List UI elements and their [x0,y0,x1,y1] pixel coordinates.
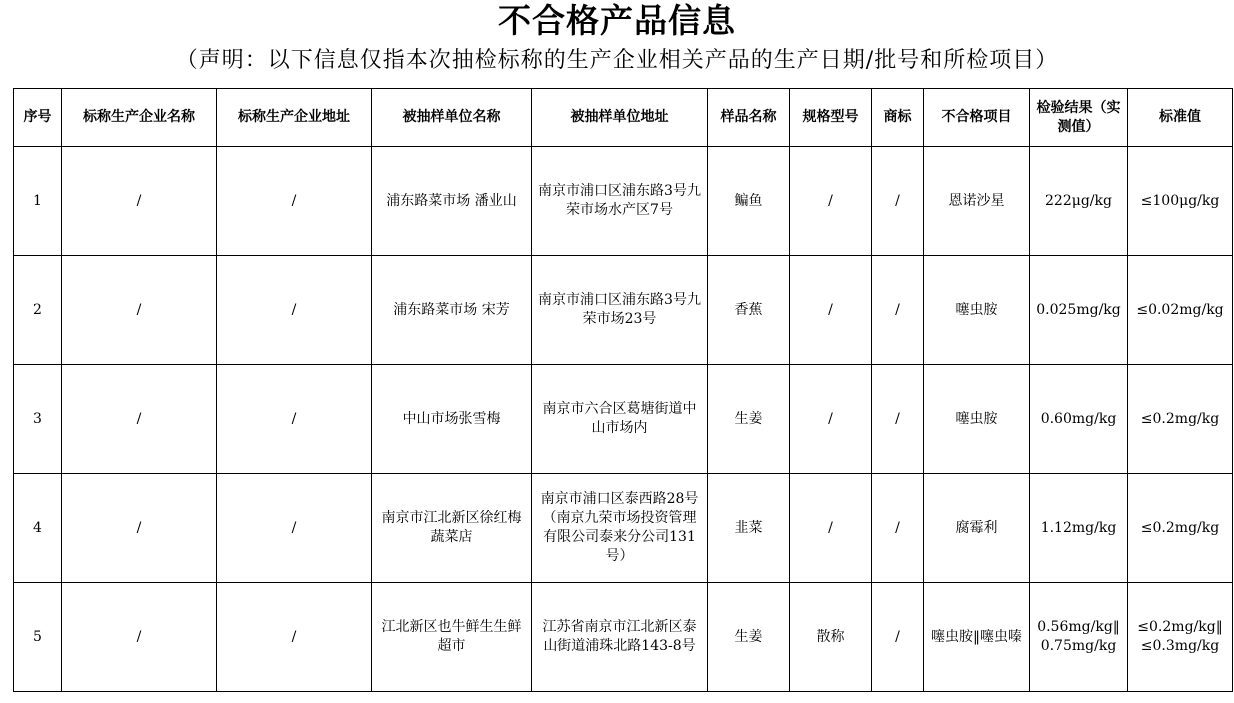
cell-serial-no: 3 [14,365,62,474]
table-header-row [14,89,1233,147]
header-standard-value: 标准值 [1128,89,1233,147]
cell-test-result: 222μg/kg [1030,147,1128,256]
cell-sampled-unit-address: 南京市六合区葛塘街道中山市场内 [532,365,708,474]
cell-manufacturer-address: / [217,256,372,365]
cell-trademark: / [872,256,924,365]
header-serial-no: 序号 [14,89,62,147]
cell-test-result: 1.12mg/kg [1030,474,1128,583]
cell-specification: / [790,474,872,583]
cell-manufacturer-name: / [62,256,217,365]
header-sampled-unit-name: 被抽样单位名称 [372,89,532,147]
cell-nonconforming-item: 噻虫胺‖噻虫嗪 [924,583,1030,692]
cell-nonconforming-item: 恩诺沙星 [924,147,1030,256]
cell-standard-value: ≤100μg/kg [1128,147,1233,256]
cell-test-result: 0.56mg/kg‖0.75mg/kg [1030,583,1128,692]
cell-manufacturer-address: / [217,365,372,474]
cell-sampled-unit-address: 南京市浦口区浦东路3号九荣市场水产区7号 [532,147,708,256]
cell-sampled-unit-name: 中山市场张雪梅 [372,365,532,474]
table-row [14,583,1233,692]
table-row [14,256,1233,365]
table-row [14,474,1233,583]
header-sampled-unit-address: 被抽样单位地址 [532,89,708,147]
header-specification: 规格型号 [790,89,872,147]
cell-specification: / [790,147,872,256]
cell-sampled-unit-name: 南京市江北新区徐红梅蔬菜店 [372,474,532,583]
cell-nonconforming-item: 噻虫胺 [924,256,1030,365]
header-trademark: 商标 [872,89,924,147]
cell-sample-name: 香蕉 [708,256,790,365]
cell-sampled-unit-address: 南京市浦口区泰西路28号（南京九荣市场投资管理有限公司泰来分公司131号） [532,474,708,583]
cell-sampled-unit-address: 南京市浦口区浦东路3号九荣市场23号 [532,256,708,365]
cell-sample-name: 韭菜 [708,474,790,583]
cell-sample-name: 鳊鱼 [708,147,790,256]
cell-standard-value: ≤0.2mg/kg‖≤0.3mg/kg [1128,583,1233,692]
header-manufacturer-address: 标称生产企业地址 [217,89,372,147]
cell-specification: 散称 [790,583,872,692]
cell-trademark: / [872,365,924,474]
cell-specification: / [790,365,872,474]
cell-trademark: / [872,474,924,583]
table-row [14,147,1233,256]
cell-manufacturer-address: / [217,147,372,256]
cell-trademark: / [872,583,924,692]
cell-serial-no: 1 [14,147,62,256]
cell-test-result: 0.025mg/kg [1030,256,1128,365]
page-title: 不合格产品信息 [498,1,736,40]
cell-sampled-unit-name: 浦东路菜市场 潘业山 [372,147,532,256]
cell-sample-name: 生姜 [708,365,790,474]
header-nonconforming-item: 不合格项目 [924,89,1030,147]
cell-sample-name: 生姜 [708,583,790,692]
cell-serial-no: 2 [14,256,62,365]
header-manufacturer-name: 标称生产企业名称 [62,89,217,147]
cell-sampled-unit-address: 江苏省南京市江北新区泰山街道浦珠北路143-8号 [532,583,708,692]
nonconforming-products-table [13,88,1233,692]
cell-standard-value: ≤0.02mg/kg [1128,256,1233,365]
cell-specification: / [790,256,872,365]
cell-manufacturer-name: / [62,147,217,256]
cell-nonconforming-item: 噻虫胺 [924,365,1030,474]
table-row [14,365,1233,474]
cell-standard-value: ≤0.2mg/kg [1128,474,1233,583]
cell-nonconforming-item: 腐霉利 [924,474,1030,583]
cell-trademark: / [872,147,924,256]
header-test-result: 检验结果（实测值） [1030,89,1128,147]
cell-test-result: 0.60mg/kg [1030,365,1128,474]
cell-manufacturer-name: / [62,583,217,692]
cell-standard-value: ≤0.2mg/kg [1128,365,1233,474]
cell-sampled-unit-name: 江北新区也牛鲜生生鲜超市 [372,583,532,692]
cell-manufacturer-name: / [62,474,217,583]
cell-manufacturer-name: / [62,365,217,474]
cell-manufacturer-address: / [217,474,372,583]
cell-serial-no: 5 [14,583,62,692]
header-sample-name: 样品名称 [708,89,790,147]
cell-serial-no: 4 [14,474,62,583]
page-subtitle: （声明：以下信息仅指本次抽检标称的生产企业相关产品的生产日期/批号和所检项目） [175,48,1059,73]
cell-manufacturer-address: / [217,583,372,692]
cell-sampled-unit-name: 浦东路菜市场 宋芳 [372,256,532,365]
